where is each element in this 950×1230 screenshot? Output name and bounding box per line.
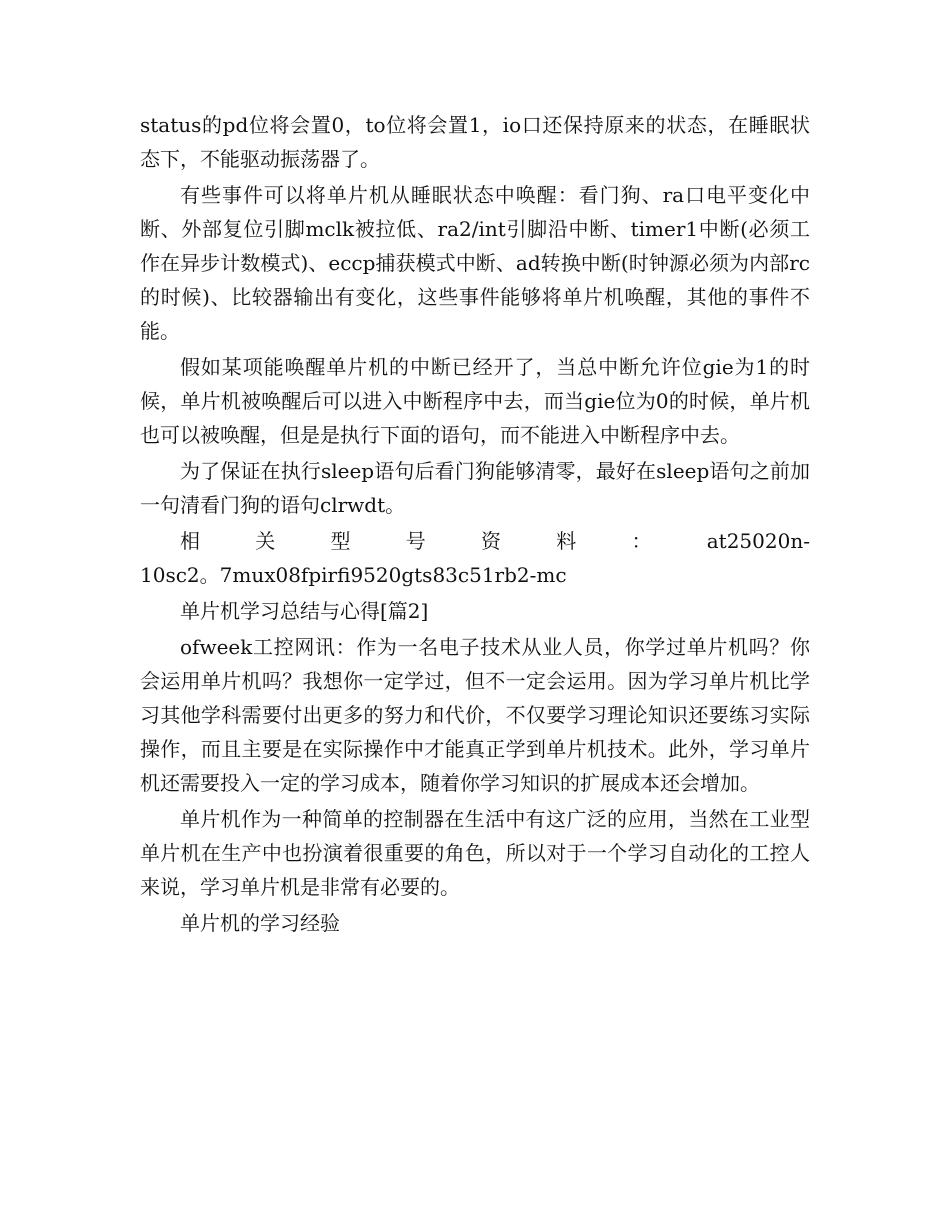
paragraph-mcu-application: 单片机作为一种简单的控制器在生活中有这广泛的应用，当然在工业型单片机在生产中也扮演着很重要的角色，所以对于一个学习自动化的工控人来说，学习单片机是非常有必要的。 xyxy=(140,807,810,899)
related-models-label-char: 关 xyxy=(255,529,276,553)
subheading-learning-experience: 单片机的学习经验 xyxy=(180,911,340,935)
paragraph-ofweek-intro: ofweek工控网讯：作为一名电子技术从业人员，你学过单片机吗？你会运用单片机吗？我想你一定学过，但不一定会运用。因为学习单片机比学习其他学科需要付出更多的努力和代价，不仅要学习理论知识还要练习实际操作，而且主要是在实际操作中才能真正学到单片机技术。此外，学习单片机还需要投入一定的学习成本，随着你学习知识的扩展成本还会增加。 xyxy=(140,635,810,795)
related-models-value: at25020n- xyxy=(706,529,810,553)
related-models-label-char: 号 xyxy=(405,529,426,553)
related-models-label-char: 资 xyxy=(481,529,501,553)
related-models-label-char: ： xyxy=(631,529,652,553)
section-heading: 单片机学习总结与心得[篇2] xyxy=(180,599,429,623)
paragraph-interrupt-gie: 假如某项能唤醒单片机的中断已经开了，当总中断允许位gie为1的时候，单片机被唤醒后可以进入中断程序中去，而当gie位为0的时候，单片机也可以被唤醒，但是是执行下面的语句，而不能进入中断程序中去。 xyxy=(140,355,810,447)
related-models-label-char: 型 xyxy=(330,529,351,553)
related-models-continuation: 10sc2。7mux08fpirfi9520gts83c51rb2-mc xyxy=(140,563,567,587)
paragraph-wakeup-events: 有些事件可以将单片机从睡眠状态中唤醒：看门狗、ra口电平变化中断、外部复位引脚mclk被拉低、ra2/int引脚沿中断、timer1中断(必须工作在异步计数模式)、eccp捕获模式中断、ad转换中断(时钟源必须为内部rc的时候)、比较器输出有变化，这些事件能够将单片机唤醒，其他的事件不能。 xyxy=(140,183,810,343)
related-models-label-char: 相 xyxy=(180,529,200,553)
related-models-line xyxy=(140,524,810,558)
document-page xyxy=(140,108,810,942)
related-models-label-char: 料 xyxy=(556,529,577,553)
paragraph-sleep-watchdog: 为了保证在执行sleep语句后看门狗能够清零，最好在sleep语句之前加一句清看门狗的语句clrwdt。 xyxy=(140,459,810,517)
paragraph-status-bits: status的pd位将会置0，to位将会置1，io口还保持原来的状态，在睡眠状态下，不能驱动振荡器了。 xyxy=(140,113,810,171)
